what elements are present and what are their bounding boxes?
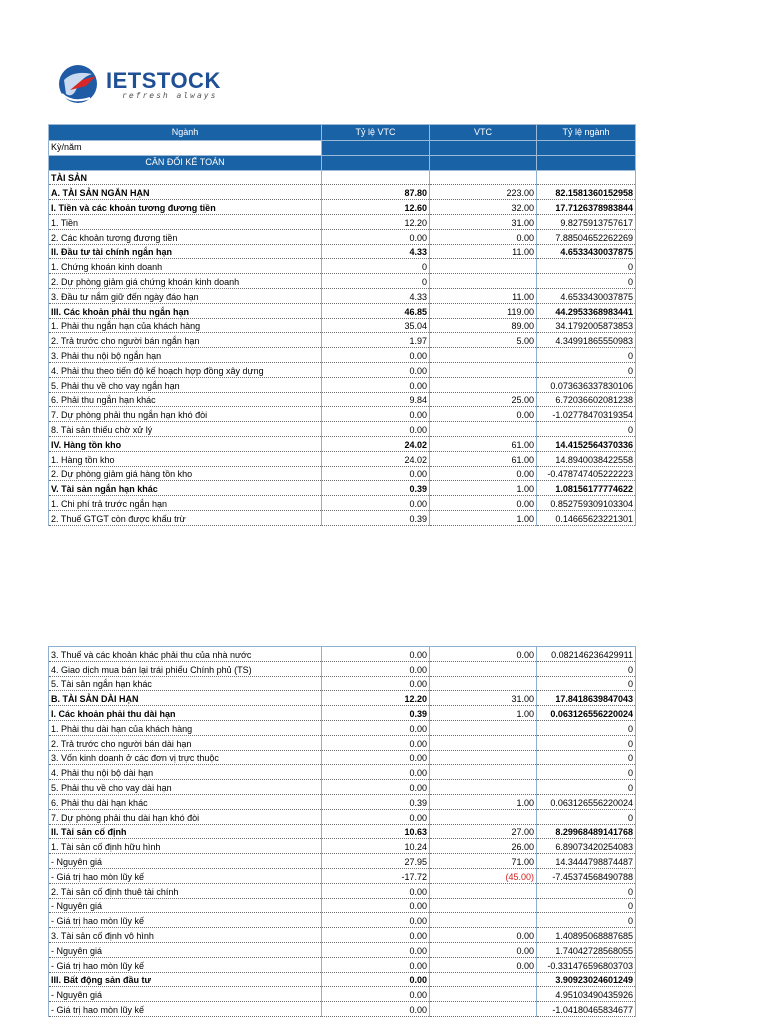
row-vtc-value bbox=[430, 883, 537, 898]
table-row bbox=[49, 422, 636, 437]
row-vtc-ratio: 0.00 bbox=[322, 913, 430, 928]
table-row bbox=[49, 957, 636, 972]
row-industry-ratio: 0.073636337830106 bbox=[537, 377, 636, 392]
period-row bbox=[49, 141, 636, 156]
table-row bbox=[49, 735, 636, 750]
balance-sheet-table-part-1 bbox=[48, 124, 636, 526]
vietstock-logo bbox=[56, 60, 226, 110]
table-row bbox=[49, 333, 636, 348]
row-label: 1. Phải thu ngắn hạn của khách hàng bbox=[49, 318, 322, 333]
row-label: I. Các khoản phải thu dài hạn bbox=[49, 706, 322, 721]
row-vtc-value bbox=[430, 987, 537, 1002]
table-row bbox=[49, 987, 636, 1002]
row-industry-ratio: -0.478747405222223 bbox=[537, 466, 636, 481]
row-vtc-value: 11.00 bbox=[430, 288, 537, 303]
row-vtc-value: 26.00 bbox=[430, 839, 537, 854]
row-industry-ratio: 4.6533430037875 bbox=[537, 288, 636, 303]
table-row bbox=[49, 362, 636, 377]
row-vtc-ratio: 0.00 bbox=[322, 750, 430, 765]
table-row bbox=[49, 451, 636, 466]
table-row bbox=[49, 661, 636, 676]
row-label: 3. Thuế và các khoản khác phải thu của nhà nước bbox=[49, 647, 322, 662]
table-row bbox=[49, 244, 636, 259]
table-row bbox=[49, 288, 636, 303]
row-label: - Nguyên giá bbox=[49, 898, 322, 913]
row-vtc-ratio: 0.00 bbox=[322, 377, 430, 392]
table-row bbox=[49, 392, 636, 407]
row-vtc-ratio: 0.00 bbox=[322, 348, 430, 363]
row-vtc-ratio: 12.20 bbox=[322, 214, 430, 229]
row-vtc-ratio: 0.00 bbox=[322, 362, 430, 377]
row-label: 3. Phải thu nội bộ ngắn hạn bbox=[49, 348, 322, 363]
row-label: - Nguyên giá bbox=[49, 942, 322, 957]
row-industry-ratio: -1.04180465834677 bbox=[537, 1002, 636, 1017]
row-industry-ratio: -0.331476596803703 bbox=[537, 957, 636, 972]
row-vtc-value: 1.00 bbox=[430, 510, 537, 525]
row-industry-ratio: 1.08156177774622 bbox=[537, 481, 636, 496]
header-industry-ratio: Tỷ lệ ngành bbox=[537, 125, 636, 141]
row-industry-ratio: 0 bbox=[537, 809, 636, 824]
row-vtc-ratio: 0.39 bbox=[322, 794, 430, 809]
row-vtc-value: 11.00 bbox=[430, 244, 537, 259]
row-label: 1. Tài sản cố định hữu hình bbox=[49, 839, 322, 854]
row-industry-ratio: -7.45374568490788 bbox=[537, 868, 636, 883]
row-label: II. Đầu tư tài chính ngắn hạn bbox=[49, 244, 322, 259]
row-vtc-value: 61.00 bbox=[430, 451, 537, 466]
row-label: - Giá trị hao mòn lũy kế bbox=[49, 913, 322, 928]
row-vtc-value: 0.00 bbox=[430, 407, 537, 422]
row-industry-ratio: 14.3444798874487 bbox=[537, 854, 636, 869]
row-industry-ratio: 0.082146236429911 bbox=[537, 647, 636, 662]
row-label: - Giá trị hao mòn lũy kế bbox=[49, 1002, 322, 1017]
row-vtc-ratio: 12.60 bbox=[322, 200, 430, 215]
row-vtc-value: 0.00 bbox=[430, 957, 537, 972]
row-label: 1. Hàng tồn kho bbox=[49, 451, 322, 466]
row-industry-ratio: 82.1581360152958 bbox=[537, 185, 636, 200]
table-row bbox=[49, 436, 636, 451]
table-row bbox=[49, 809, 636, 824]
row-vtc-ratio: 0.00 bbox=[322, 466, 430, 481]
row-vtc-value bbox=[430, 377, 537, 392]
section-title-cell bbox=[322, 155, 430, 170]
row-vtc-ratio: 0.39 bbox=[322, 510, 430, 525]
row-vtc-ratio: 0.00 bbox=[322, 661, 430, 676]
row-industry-ratio: 0 bbox=[537, 259, 636, 274]
table-row bbox=[49, 259, 636, 274]
row-industry-ratio: 0.852759309103304 bbox=[537, 496, 636, 511]
table-row bbox=[49, 972, 636, 987]
row-vtc-ratio: 0.00 bbox=[322, 735, 430, 750]
row-label: 5. Phải thu về cho vay dài hạn bbox=[49, 780, 322, 795]
table-row bbox=[49, 928, 636, 943]
row-industry-ratio: 4.34991865550983 bbox=[537, 333, 636, 348]
table-row bbox=[49, 942, 636, 957]
row-industry-ratio: 1.40895068887685 bbox=[537, 928, 636, 943]
row-industry-ratio: 0 bbox=[537, 676, 636, 691]
header-industry: Ngành bbox=[49, 125, 322, 141]
row-label: B. TÀI SẢN DÀI HẠN bbox=[49, 691, 322, 706]
assets-heading: TÀI SẢN bbox=[49, 170, 322, 185]
row-vtc-ratio: 0.00 bbox=[322, 407, 430, 422]
row-vtc-value bbox=[430, 720, 537, 735]
table-row bbox=[49, 676, 636, 691]
row-vtc-value: 1.00 bbox=[430, 706, 537, 721]
row-industry-ratio: 9.8275913757617 bbox=[537, 214, 636, 229]
row-vtc-value: 0.00 bbox=[430, 466, 537, 481]
row-industry-ratio: 7.88504652262269 bbox=[537, 229, 636, 244]
row-industry-ratio: 0.14665623221301 bbox=[537, 510, 636, 525]
row-vtc-ratio: 0.00 bbox=[322, 957, 430, 972]
row-vtc-ratio: 87.80 bbox=[322, 185, 430, 200]
row-label: 2. Trả trước cho người bán ngắn hạn bbox=[49, 333, 322, 348]
row-vtc-value bbox=[430, 898, 537, 913]
row-vtc-value bbox=[430, 661, 537, 676]
row-vtc-value bbox=[430, 809, 537, 824]
row-industry-ratio: 0 bbox=[537, 422, 636, 437]
empty-cell bbox=[322, 170, 430, 185]
table-row bbox=[49, 883, 636, 898]
row-vtc-ratio: 0.00 bbox=[322, 809, 430, 824]
row-vtc-value: 32.00 bbox=[430, 200, 537, 215]
row-label: 5. Tài sản ngắn hạn khác bbox=[49, 676, 322, 691]
row-vtc-value: 31.00 bbox=[430, 691, 537, 706]
row-industry-ratio: 0 bbox=[537, 765, 636, 780]
row-label: 1. Chi phí trả trước ngắn hạn bbox=[49, 496, 322, 511]
row-vtc-ratio: 9.84 bbox=[322, 392, 430, 407]
row-vtc-value: 1.00 bbox=[430, 794, 537, 809]
row-vtc-value bbox=[430, 765, 537, 780]
row-vtc-value: 0.00 bbox=[430, 928, 537, 943]
logo-tagline: refresh always bbox=[122, 91, 218, 100]
table-row bbox=[49, 750, 636, 765]
row-industry-ratio: 0 bbox=[537, 720, 636, 735]
row-vtc-ratio: 0 bbox=[322, 259, 430, 274]
row-vtc-value bbox=[430, 1002, 537, 1017]
row-vtc-ratio: 0.00 bbox=[322, 883, 430, 898]
row-label: 7. Dự phòng phải thu dài hạn khó đòi bbox=[49, 809, 322, 824]
row-vtc-value: 0.00 bbox=[430, 942, 537, 957]
row-label: 2. Tài sản cố định thuê tài chính bbox=[49, 883, 322, 898]
section-title-cell bbox=[537, 155, 636, 170]
row-industry-ratio: 0 bbox=[537, 362, 636, 377]
row-industry-ratio: 0.063126556220024 bbox=[537, 706, 636, 721]
row-vtc-value: 71.00 bbox=[430, 854, 537, 869]
row-vtc-value bbox=[430, 780, 537, 795]
row-vtc-ratio: 0.00 bbox=[322, 928, 430, 943]
row-label: - Nguyên giá bbox=[49, 854, 322, 869]
row-label: 2. Trả trước cho người bán dài hạn bbox=[49, 735, 322, 750]
row-label: 1. Phải thu dài hạn của khách hàng bbox=[49, 720, 322, 735]
row-industry-ratio: 4.6533430037875 bbox=[537, 244, 636, 259]
row-vtc-value: 31.00 bbox=[430, 214, 537, 229]
row-vtc-value bbox=[430, 422, 537, 437]
row-label: 5. Phải thu về cho vay ngắn hạn bbox=[49, 377, 322, 392]
row-industry-ratio: 1.74042728568055 bbox=[537, 942, 636, 957]
row-label: V. Tài sản ngắn hạn khác bbox=[49, 481, 322, 496]
row-vtc-ratio: 0.00 bbox=[322, 942, 430, 957]
balance-sheet-table-part-2 bbox=[48, 646, 636, 1017]
row-vtc-ratio: 4.33 bbox=[322, 288, 430, 303]
row-industry-ratio: 34.1792005873853 bbox=[537, 318, 636, 333]
row-vtc-ratio: 10.63 bbox=[322, 824, 430, 839]
row-industry-ratio: 0 bbox=[537, 735, 636, 750]
row-industry-ratio: 6.89073420254083 bbox=[537, 839, 636, 854]
row-vtc-value: 119.00 bbox=[430, 303, 537, 318]
row-label: - Giá trị hao mòn lũy kế bbox=[49, 868, 322, 883]
row-industry-ratio: 0 bbox=[537, 898, 636, 913]
row-label: 8. Tài sản thiếu chờ xử lý bbox=[49, 422, 322, 437]
row-vtc-value: 223.00 bbox=[430, 185, 537, 200]
table-row bbox=[49, 839, 636, 854]
table-row bbox=[49, 481, 636, 496]
row-vtc-value: 61.00 bbox=[430, 436, 537, 451]
section-title-cell bbox=[430, 155, 537, 170]
row-label: III. Bất động sản đầu tư bbox=[49, 972, 322, 987]
row-label: II. Tài sản cố định bbox=[49, 824, 322, 839]
row-vtc-ratio: 0 bbox=[322, 274, 430, 289]
row-vtc-value bbox=[430, 750, 537, 765]
row-vtc-ratio: 0.00 bbox=[322, 972, 430, 987]
section-title: CÂN ĐỐI KẾ TOÁN bbox=[49, 155, 322, 170]
row-vtc-ratio: 24.02 bbox=[322, 436, 430, 451]
row-vtc-value bbox=[430, 676, 537, 691]
row-vtc-ratio: 0.00 bbox=[322, 780, 430, 795]
row-label: 2. Dự phòng giảm giá chứng khoán kinh doanh bbox=[49, 274, 322, 289]
row-industry-ratio: 0 bbox=[537, 661, 636, 676]
row-industry-ratio: 0 bbox=[537, 274, 636, 289]
period-cell bbox=[430, 141, 537, 156]
row-industry-ratio: 44.2953368983441 bbox=[537, 303, 636, 318]
row-vtc-ratio: 1.97 bbox=[322, 333, 430, 348]
table-row bbox=[49, 274, 636, 289]
row-vtc-ratio: 10.24 bbox=[322, 839, 430, 854]
row-industry-ratio: 4.95103490435926 bbox=[537, 987, 636, 1002]
row-vtc-value bbox=[430, 362, 537, 377]
row-vtc-value bbox=[430, 913, 537, 928]
row-industry-ratio: 0 bbox=[537, 883, 636, 898]
table-row bbox=[49, 691, 636, 706]
row-vtc-value: 0.00 bbox=[430, 496, 537, 511]
table-row bbox=[49, 706, 636, 721]
row-vtc-ratio: 24.02 bbox=[322, 451, 430, 466]
row-label: 4. Giao dịch mua bán lại trái phiếu Chính phủ (TS) bbox=[49, 661, 322, 676]
table-row bbox=[49, 407, 636, 422]
row-industry-ratio: 0 bbox=[537, 780, 636, 795]
row-label: 3. Đầu tư nắm giữ đến ngày đáo hạn bbox=[49, 288, 322, 303]
row-vtc-value: (45.00) bbox=[430, 868, 537, 883]
table-row bbox=[49, 794, 636, 809]
table-row bbox=[49, 510, 636, 525]
table-header-row bbox=[49, 125, 636, 141]
table-row bbox=[49, 898, 636, 913]
row-vtc-ratio: 4.33 bbox=[322, 244, 430, 259]
row-vtc-ratio: 46.85 bbox=[322, 303, 430, 318]
row-label: 2. Các khoản tương đương tiền bbox=[49, 229, 322, 244]
row-label: - Nguyên giá bbox=[49, 987, 322, 1002]
row-vtc-value bbox=[430, 735, 537, 750]
row-vtc-ratio: 27.95 bbox=[322, 854, 430, 869]
table-row bbox=[49, 303, 636, 318]
row-vtc-ratio: 0.00 bbox=[322, 720, 430, 735]
row-industry-ratio: 17.7126378983844 bbox=[537, 200, 636, 215]
table-row bbox=[49, 214, 636, 229]
period-cell bbox=[322, 141, 430, 156]
table-row bbox=[49, 854, 636, 869]
row-industry-ratio: 6.72036602081238 bbox=[537, 392, 636, 407]
table-row bbox=[49, 185, 636, 200]
row-label: I. Tiền và các khoản tương đương tiền bbox=[49, 200, 322, 215]
row-vtc-ratio: 0.00 bbox=[322, 987, 430, 1002]
table-row bbox=[49, 466, 636, 481]
row-industry-ratio: 0.063126556220024 bbox=[537, 794, 636, 809]
table-row bbox=[49, 868, 636, 883]
empty-cell bbox=[537, 170, 636, 185]
row-vtc-ratio: 0.00 bbox=[322, 676, 430, 691]
row-label: A. TÀI SẢN NGẮN HẠN bbox=[49, 185, 322, 200]
table-row bbox=[49, 765, 636, 780]
header-vtc-ratio: Tỷ lệ VTC bbox=[322, 125, 430, 141]
row-label: 2. Thuế GTGT còn được khấu trừ bbox=[49, 510, 322, 525]
row-industry-ratio: 0 bbox=[537, 750, 636, 765]
row-vtc-ratio: 0.00 bbox=[322, 765, 430, 780]
row-vtc-ratio: 0.00 bbox=[322, 1002, 430, 1017]
row-industry-ratio: 14.8940038422558 bbox=[537, 451, 636, 466]
row-vtc-value: 0.00 bbox=[430, 229, 537, 244]
row-label: 1. Tiền bbox=[49, 214, 322, 229]
row-industry-ratio: 17.8418639847043 bbox=[537, 691, 636, 706]
section-title-row bbox=[49, 155, 636, 170]
row-industry-ratio: 0 bbox=[537, 348, 636, 363]
table-row bbox=[49, 647, 636, 662]
row-vtc-ratio: 12.20 bbox=[322, 691, 430, 706]
row-label: 4. Phải thu nội bộ dài hạn bbox=[49, 765, 322, 780]
table-row bbox=[49, 229, 636, 244]
row-vtc-value: 89.00 bbox=[430, 318, 537, 333]
row-vtc-ratio: -17.72 bbox=[322, 868, 430, 883]
row-industry-ratio: 14.4152564370336 bbox=[537, 436, 636, 451]
table-row bbox=[49, 720, 636, 735]
row-label: 4. Phải thu theo tiến độ kế hoạch hợp đồng xây dựng bbox=[49, 362, 322, 377]
row-vtc-ratio: 0.00 bbox=[322, 496, 430, 511]
period-label: Kỳ/năm bbox=[49, 141, 322, 156]
row-vtc-value: 25.00 bbox=[430, 392, 537, 407]
globe-logo-icon bbox=[56, 60, 104, 108]
row-label: 6. Phải thu dài hạn khác bbox=[49, 794, 322, 809]
row-label: 1. Chứng khoán kinh doanh bbox=[49, 259, 322, 274]
row-label: III. Các khoản phải thu ngắn hạn bbox=[49, 303, 322, 318]
row-industry-ratio: -1.02778470319354 bbox=[537, 407, 636, 422]
row-vtc-ratio: 0.00 bbox=[322, 647, 430, 662]
row-label: 7. Dự phòng phải thu ngắn hạn khó đòi bbox=[49, 407, 322, 422]
row-label: 3. Tài sản cố định vô hình bbox=[49, 928, 322, 943]
empty-cell bbox=[430, 170, 537, 185]
table-row bbox=[49, 318, 636, 333]
row-label: IV. Hàng tồn kho bbox=[49, 436, 322, 451]
row-vtc-ratio: 0.39 bbox=[322, 481, 430, 496]
row-vtc-value: 0.00 bbox=[430, 647, 537, 662]
table-row bbox=[49, 496, 636, 511]
logo-wordmark: IETSTOCK bbox=[106, 68, 221, 93]
row-vtc-value bbox=[430, 972, 537, 987]
row-vtc-ratio: 0.39 bbox=[322, 706, 430, 721]
row-industry-ratio: 0 bbox=[537, 913, 636, 928]
row-vtc-ratio: 0.00 bbox=[322, 898, 430, 913]
row-vtc-value: 5.00 bbox=[430, 333, 537, 348]
row-label: - Giá trị hao mòn lũy kế bbox=[49, 957, 322, 972]
header-vtc: VTC bbox=[430, 125, 537, 141]
table-row bbox=[49, 824, 636, 839]
row-label: 3. Vốn kinh doanh ở các đơn vị trực thuộc bbox=[49, 750, 322, 765]
row-vtc-value bbox=[430, 259, 537, 274]
assets-heading-row bbox=[49, 170, 636, 185]
row-vtc-ratio: 0.00 bbox=[322, 422, 430, 437]
table-row bbox=[49, 913, 636, 928]
table-row bbox=[49, 780, 636, 795]
row-industry-ratio: 8.29968489141768 bbox=[537, 824, 636, 839]
table-row bbox=[49, 1002, 636, 1017]
row-vtc-ratio: 35.04 bbox=[322, 318, 430, 333]
row-vtc-value bbox=[430, 274, 537, 289]
row-vtc-value bbox=[430, 348, 537, 363]
row-industry-ratio: 3.90923024601249 bbox=[537, 972, 636, 987]
period-cell bbox=[537, 141, 636, 156]
row-vtc-value: 1.00 bbox=[430, 481, 537, 496]
row-vtc-ratio: 0.00 bbox=[322, 229, 430, 244]
row-label: 6. Phải thu ngắn hạn khác bbox=[49, 392, 322, 407]
row-label: 2. Dự phòng giảm giá hàng tồn kho bbox=[49, 466, 322, 481]
table-row bbox=[49, 348, 636, 363]
row-vtc-value: 27.00 bbox=[430, 824, 537, 839]
table-row bbox=[49, 377, 636, 392]
table-row bbox=[49, 200, 636, 215]
